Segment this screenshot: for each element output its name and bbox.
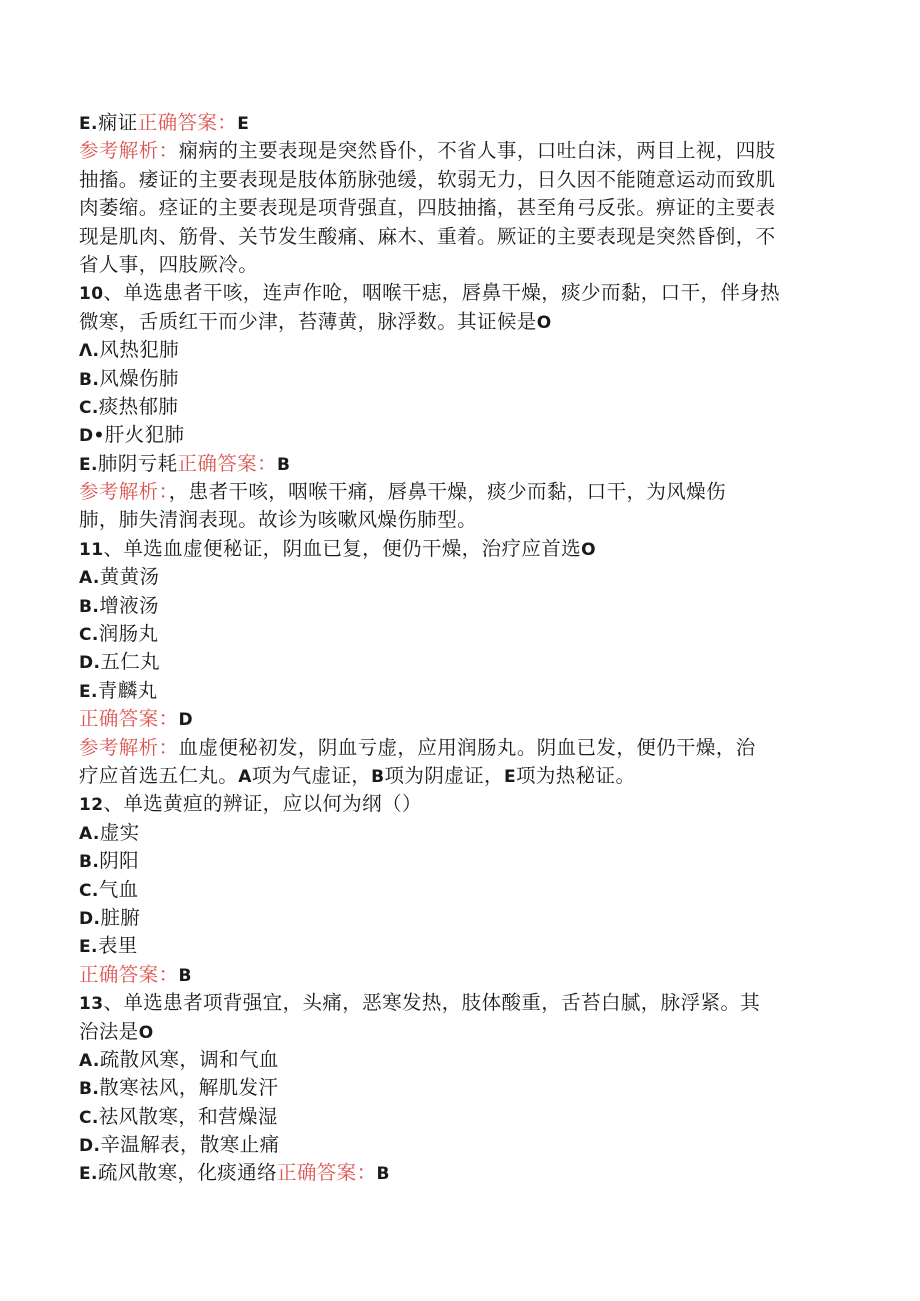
q10-stem-cont: [79, 308, 840, 336]
option-letter: A.: [79, 823, 100, 844]
option-letter: B.: [79, 1079, 100, 1100]
q12-option-a: [79, 819, 840, 847]
q13-option-b: [79, 1074, 840, 1102]
analysis-label: 参考解析：: [79, 139, 179, 163]
option-text: 青麟丸: [97, 678, 158, 702]
answer-value: B: [277, 454, 291, 475]
q13-option-c: [79, 1103, 840, 1131]
q11-analysis-line: [79, 762, 840, 790]
analysis-text: 疗应首选五仁丸。: [79, 763, 239, 787]
q9-analysis-line: 肉萎缩。痉证的主要表现是项背强直，四肢抽搐，甚至角弓反张。痹证的主要表: [79, 196, 776, 220]
analysis-text: 痫病的主要表现是突然昏仆，不省人事，口吐白沫，两目上视，四肢: [178, 139, 776, 163]
analysis-label: 参考解析：: [79, 480, 169, 504]
option-text: 阴阳: [99, 849, 140, 873]
q12-option-e: [79, 932, 840, 960]
question-tail: O: [536, 312, 552, 333]
q13-option-e: [79, 1159, 840, 1187]
option-text: 痫证: [97, 111, 138, 134]
option-ref: E: [503, 766, 516, 787]
option-ref: A: [238, 766, 252, 787]
option-text: 增液汤: [99, 593, 159, 617]
answer-value: B: [178, 965, 192, 986]
option-letter: B.: [79, 852, 100, 873]
answer-label: 正确答案：: [177, 451, 277, 475]
answer-value: D: [178, 710, 194, 731]
answer-label: 正确答案：: [276, 1161, 377, 1185]
q10-option-c: [79, 393, 840, 421]
option-letter: A.: [79, 1050, 100, 1071]
analysis-label: 参考解析：: [79, 735, 179, 759]
q11-option-d: [79, 648, 840, 676]
option-letter: D.: [79, 653, 101, 674]
option-letter: D•: [79, 426, 105, 447]
question-tail: O: [581, 539, 596, 560]
option-text: 表里: [97, 934, 138, 958]
q12-option-b: [79, 847, 840, 875]
question-number: 11: [79, 539, 104, 560]
option-letter: B.: [79, 596, 100, 617]
option-text: 气血: [98, 877, 139, 901]
option-text: 肺阴亏耗: [97, 451, 178, 475]
option-text: 虚实: [99, 820, 140, 844]
q12-answer: [79, 961, 840, 989]
q11-analysis-line: [79, 734, 840, 762]
q10-option-e: [79, 450, 840, 478]
option-letter: C.: [79, 1107, 99, 1128]
q9-analysis-line: 现是肌肉、筋骨、关节发生酸痛、麻木、重着。厥证的主要表现是突然昏倒，不: [79, 224, 776, 248]
q13-option-a: [79, 1046, 840, 1074]
q10-stem: [79, 279, 840, 307]
option-letter: D.: [79, 1136, 101, 1157]
option-ref: B: [371, 766, 385, 787]
q11-option-c: [79, 620, 840, 648]
question-text: 、单选患者项背强宜，头痛，恶寒发热，肢体酸重，舌苔白腻，脉浮紧。其: [103, 991, 761, 1015]
option-text: 疏风散寒，化痰通络: [97, 1161, 277, 1185]
option-letter: C.: [79, 397, 99, 418]
q12-option-c: [79, 876, 840, 904]
option-letter: E.: [79, 937, 98, 958]
q11-option-e: [79, 677, 840, 705]
analysis-text: 项为热秘证。: [515, 763, 636, 787]
question-text: 治法是: [79, 1019, 139, 1043]
q9-analysis-line: [79, 137, 840, 165]
q10-analysis-line: [79, 478, 840, 506]
option-letter: E.: [79, 681, 98, 702]
option-letter: Λ.: [79, 341, 100, 362]
option-letter: C.: [79, 880, 99, 901]
q12-stem: [79, 790, 840, 818]
option-text: 五仁丸: [100, 650, 161, 674]
question-number: 12: [79, 795, 104, 816]
option-text: 痰热郁肺: [98, 394, 179, 418]
question-tail: O: [138, 1022, 154, 1043]
option-text: 肝火犯肺: [104, 423, 185, 447]
q9-analysis-line: 抽搐。痿证的主要表现是肢体筋脉弛缓，软弱无力，日久因不能随意运动而致肌: [79, 167, 776, 191]
option-text: 润肠丸: [98, 622, 159, 646]
question-text: 、单选血虚便秘证，阴血已复，便仍干燥，治疗应首选: [103, 536, 582, 560]
question-number: 13: [79, 994, 104, 1015]
analysis-text: 项为阴虚证，: [384, 763, 504, 787]
option-text: 辛温解表，散寒止痛: [100, 1133, 280, 1157]
question-text: 、单选黄疸的辨证，应以何为纲（）: [103, 792, 422, 816]
option-letter: B.: [79, 369, 100, 390]
q10-analysis-line: 肺，肺失清润表现。故诊为咳嗽风燥伤肺型。: [79, 508, 478, 532]
q11-answer: [79, 705, 840, 733]
q10-option-b: [79, 365, 840, 393]
answer-label: 正确答案：: [79, 962, 179, 986]
option-letter: E.: [79, 114, 98, 134]
q10-option-a: [79, 336, 840, 364]
option-letter: C.: [79, 625, 99, 646]
answer-label: 正确答案：: [79, 707, 179, 731]
q9-option-e: [79, 109, 840, 137]
option-letter: A.: [79, 568, 100, 589]
question-text: 微寒，舌质红干而少津，苔薄黄，脉浮数。其证候是: [79, 309, 537, 333]
q12-option-d: [79, 904, 840, 932]
question-text: 、单选患者干咳，连声作呛，咽喉干痣，唇鼻干燥，痰少而黏，口干，伴身热: [103, 281, 781, 305]
option-text: 散寒祛风，解肌发汗: [99, 1076, 279, 1100]
q10-option-d: [79, 421, 840, 449]
analysis-text: ，患者干咳，咽喉干痛，唇鼻干燥，痰少而黏，口干，为风燥伤: [168, 480, 726, 504]
q13-stem: [79, 989, 840, 1017]
option-text: 风热犯肺: [99, 338, 180, 362]
option-text: 风燥伤肺: [99, 366, 179, 390]
q11-stem: [79, 535, 840, 563]
q13-option-d: [79, 1131, 840, 1159]
answer-value: E: [237, 114, 250, 134]
option-text: 疏散风寒，调和气血: [99, 1047, 279, 1071]
option-letter: D.: [79, 908, 101, 929]
option-text: 祛风散寒，和营燥湿: [98, 1104, 278, 1128]
question-number: 10: [79, 284, 104, 305]
q11-option-a: [79, 563, 840, 591]
q11-option-b: [79, 592, 840, 620]
option-text: 黄黄汤: [99, 565, 160, 589]
answer-value: B: [376, 1164, 390, 1185]
answer-label: 正确答案：: [137, 111, 238, 134]
option-letter: E.: [79, 454, 98, 475]
q13-stem-cont: [79, 1018, 840, 1046]
option-letter: E.: [79, 1164, 98, 1185]
analysis-text: 血虚便秘初发，阴血亏虚，应用润肠丸。阴血已发，便仍干燥，治: [178, 735, 756, 759]
option-text: 脏腑: [100, 905, 141, 929]
analysis-text: 项为气虚证，: [251, 763, 372, 787]
q9-analysis-line: 省人事，四肢厥冷。: [79, 252, 259, 276]
